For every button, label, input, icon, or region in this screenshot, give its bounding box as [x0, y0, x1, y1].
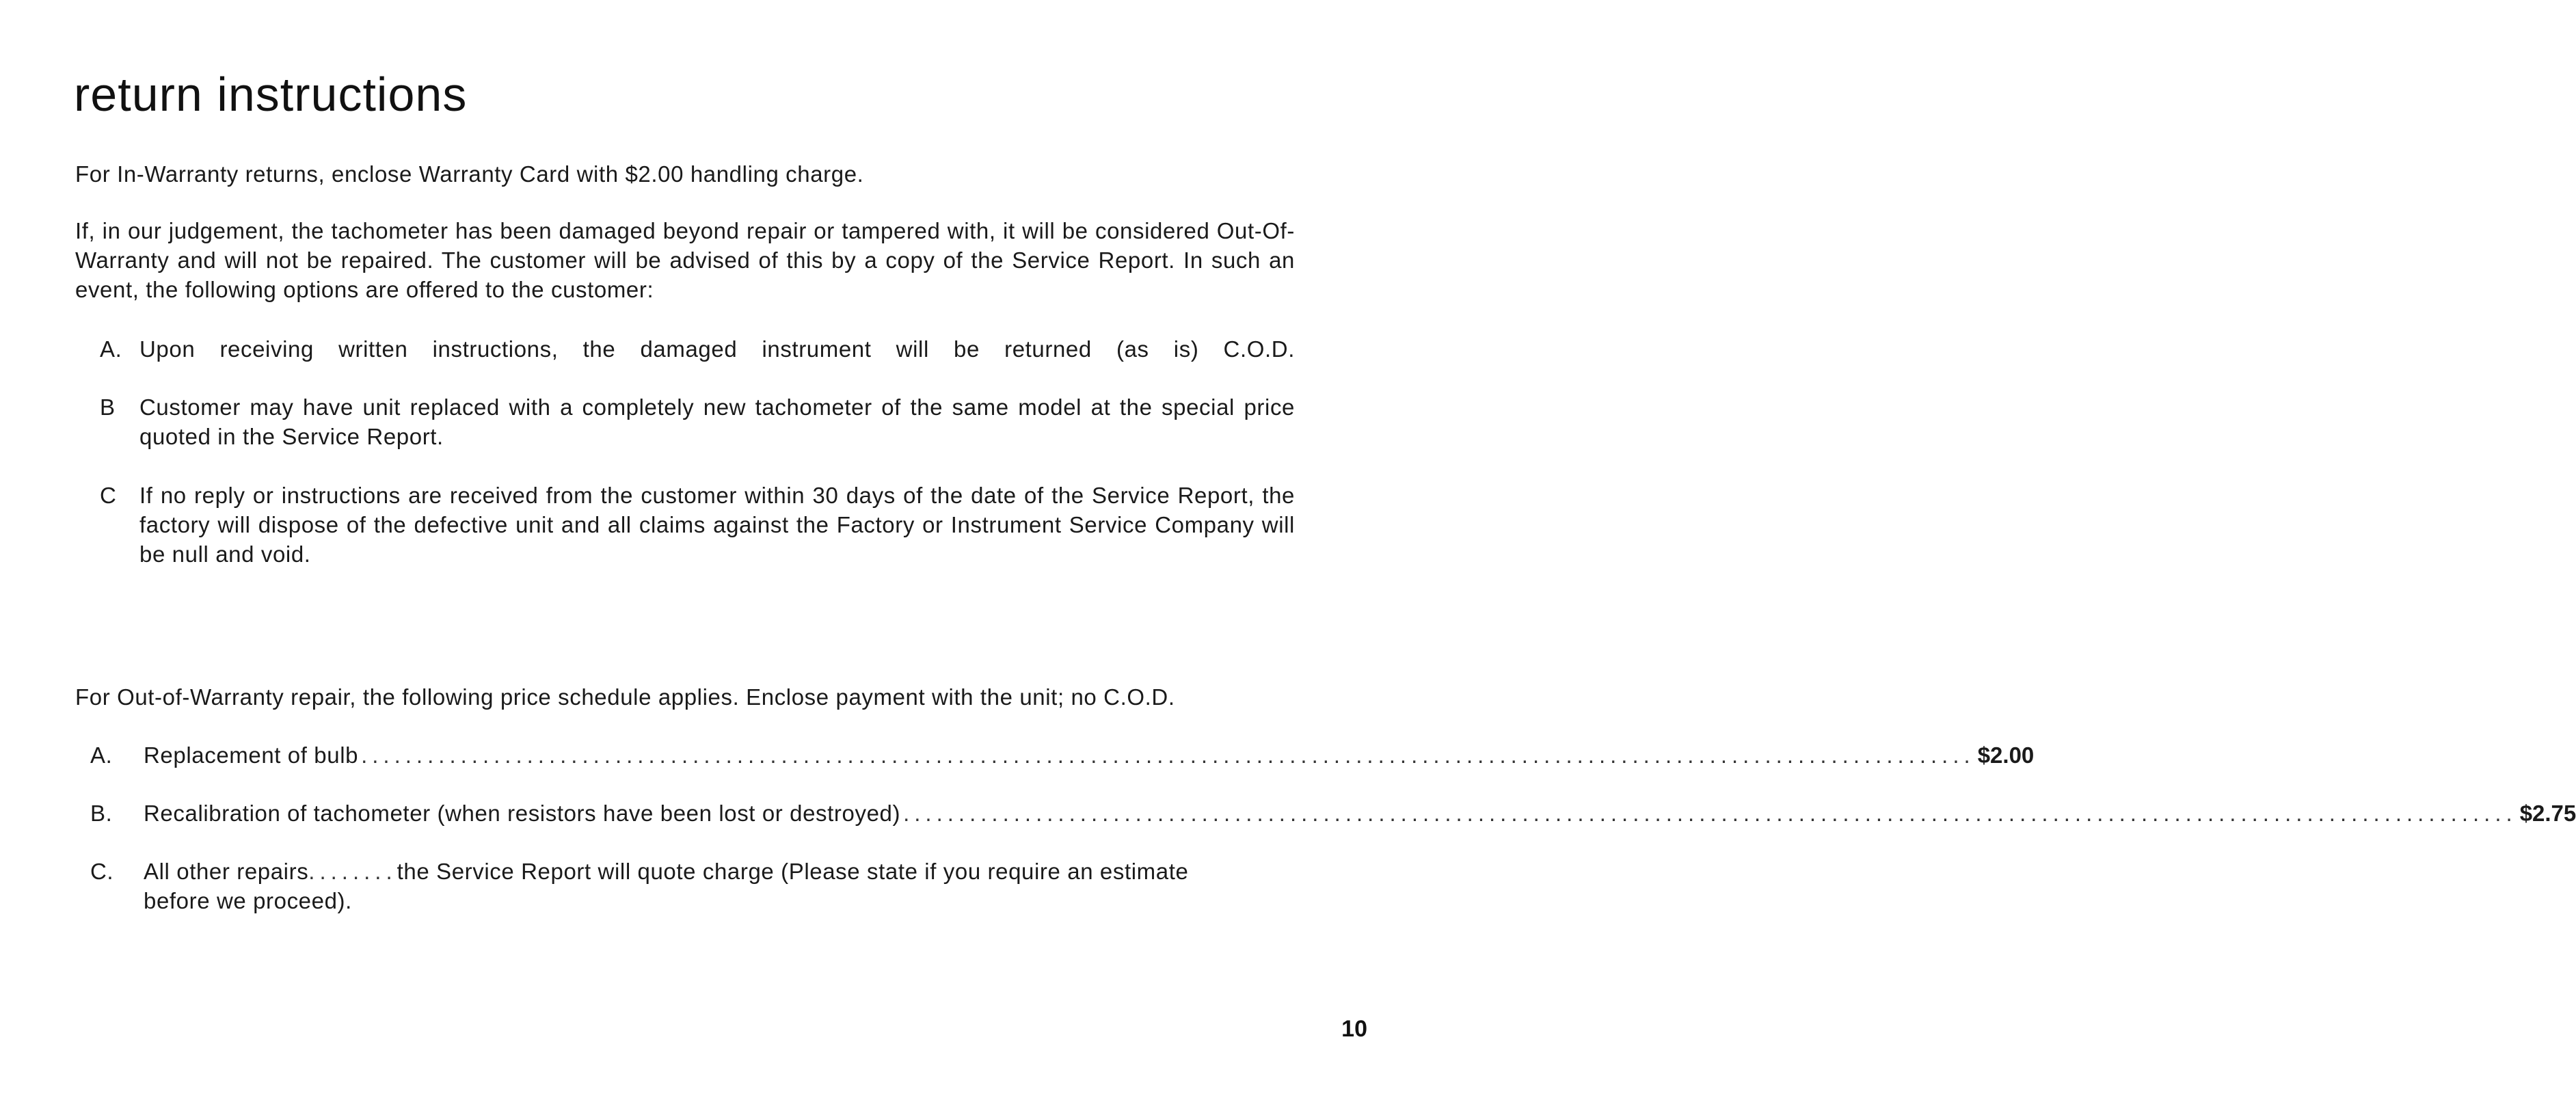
- price-letter: B.: [90, 801, 113, 826]
- price-label: Replacement of bulb: [144, 742, 359, 768]
- dot-leader: ........: [308, 859, 397, 884]
- dot-leader: ..................................................................................................................................................: [903, 801, 2517, 826]
- policy-paragraph: If, in our judgement, the tachometer has been damaged beyond repair or tampered with, it will be considered Out-Of-Warranty and will not be repaired. The customer will be advised of this by a copy of the Service Report. In such an event, the following options are offered to the customer:: [75, 218, 1295, 302]
- price-label: All other repairs: [144, 859, 309, 884]
- option-b: [100, 392, 1295, 451]
- option-letter: B: [100, 394, 116, 420]
- price-letter: A.: [90, 742, 113, 768]
- price-label: Recalibration of tachometer (when resistors have been lost or destroyed): [144, 801, 901, 826]
- out-of-warranty-paragraph: For Out-of-Warranty repair, the following price schedule applies. Enclose payment with the unit; no C.O.D.: [75, 684, 1175, 710]
- price-continuation: before we proceed).: [144, 888, 352, 913]
- price-item-a: [90, 740, 2035, 770]
- price-letter: C.: [90, 859, 114, 884]
- price-text: the Service Report will quote charge (Please state if you require an estimate: [397, 859, 1189, 884]
- page-number: 10: [1341, 1016, 1367, 1042]
- option-text: Upon receiving written instructions, the damaged instrument will be returned (as is) C.O.D.: [139, 336, 1295, 362]
- price-amount: $2.75: [2519, 801, 2576, 826]
- page-title: return instructions: [74, 68, 468, 121]
- price-amount: $2.00: [1977, 742, 2035, 768]
- option-letter: C: [100, 483, 117, 508]
- dot-leader: ..................................................................................................................................................: [361, 742, 1975, 768]
- in-warranty-paragraph: For In-Warranty returns, enclose Warranty Card with $2.00 handling charge.: [75, 161, 864, 187]
- option-a: [100, 334, 1295, 364]
- option-letter: A.: [100, 336, 122, 362]
- option-text: Customer may have unit replaced with a completely new tachometer of the same model at the special price quoted in the Service Report.: [139, 394, 1295, 449]
- price-item-c: [90, 857, 1329, 915]
- price-item-b: [90, 799, 2576, 828]
- option-c: [100, 481, 1295, 569]
- option-text: If no reply or instructions are received from the customer within 30 days of the date of the Service Report, the factory will dispose of the defective unit and all claims against the Factory or Instrument Service Company will be null and void.: [139, 483, 1295, 567]
